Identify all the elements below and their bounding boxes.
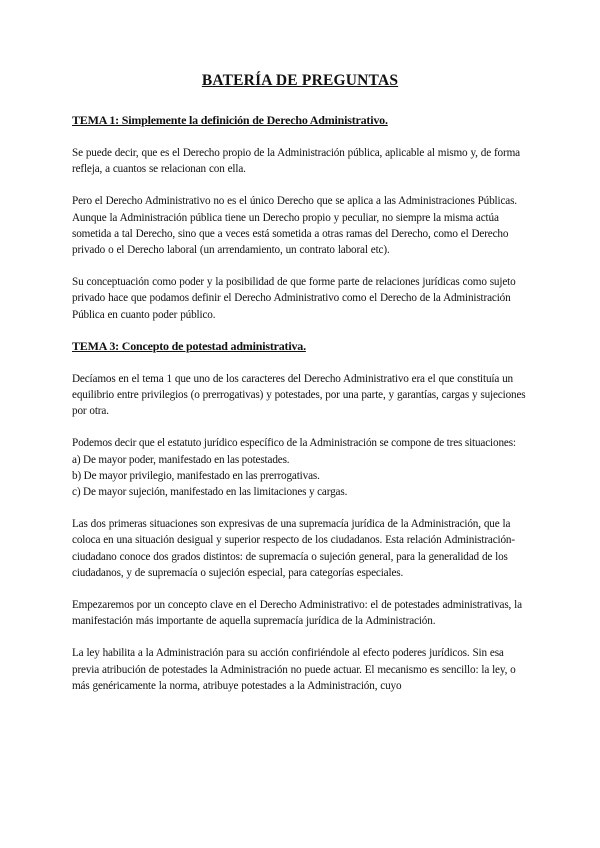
document-content [72, 72, 528, 694]
situations-list-intro: Podemos decir que el estatuto jurídico específico de la Administración se compone de tres situaciones: [72, 437, 516, 450]
tema3-paragraph-2: Las dos primeras situaciones son expresivas de una supremacía jurídica de la Administración, que la coloca en una situación desigual y superior respecto de los ciudadanos. Esta relación Administración-ciudadano conoce dos grados distintos: de supremacía o sujeción general, para la generalidad de los ciudadanos, y de supremacía o sujeción especial, para categorías especiales. [72, 518, 515, 579]
tema3-paragraph-4: La ley habilita a la Administración para su acción confiriéndole al efecto poderes jurídicos. Sin esa previa atribución de potestades la Administración no puede actuar. El mecanismo es sencillo: la ley, o más genéricamente la norma, atribuye potestades a la Administración, cuyo [72, 647, 516, 692]
tema1-paragraph-3: Su conceptuación como poder y la posibilidad de que forme parte de relaciones jurídicas como sujeto privado hace que podamos definir el Derecho Administrativo como el Derecho de la Administración Pública en cuanto poder público. [72, 276, 516, 321]
tema1-heading: TEMA 1: Simplemente la definición de Derecho Administrativo. [72, 113, 388, 127]
tema3-paragraph-1: Decíamos en el tema 1 que uno de los caracteres del Derecho Administrativo era el que constituía un equilibrio entre privilegios (o prerrogativas) y potestades, por una parte, y garantías, cargas y sujeciones por otra. [72, 372, 526, 418]
tema3-heading: TEMA 3: Concepto de potestad administrativa. [72, 338, 306, 353]
document-title: BATERÍA DE PREGUNTAS [201, 72, 399, 89]
list-item: b) De mayor privilegio, manifestado en las prerrogativas. [72, 469, 320, 482]
tema1-paragraph-2: Pero el Derecho Administrativo no es el único Derecho que se aplica a las Administraciones Públicas. Aunque la Administración pública tiene un Derecho propio y peculiar, no siempre la misma actúa sometida a tal Derecho, sino que a veces está sometida a otras ramas del Derecho, como el Derecho privado o el Derecho laboral (un arrendamiento, un contrato laboral etc). [72, 195, 517, 257]
situations-list [72, 435, 528, 500]
list-item: a) De mayor poder, manifestado en las potestades. [72, 453, 290, 466]
tema3-paragraph-3: Empezaremos por un concepto clave en el Derecho Administrativo: el de potestades administrativas, la manifestación más importante de aquella supremacía jurídica de la Administración. [72, 599, 522, 628]
tema1-paragraph-1: Se puede decir, que es el Derecho propio de la Administración pública, aplicable al mismo y, de forma refleja, a cuantos se relacionan con ella. [72, 147, 520, 176]
list-item: c) De mayor sujeción, manifestado en las limitaciones y cargas. [72, 486, 348, 499]
